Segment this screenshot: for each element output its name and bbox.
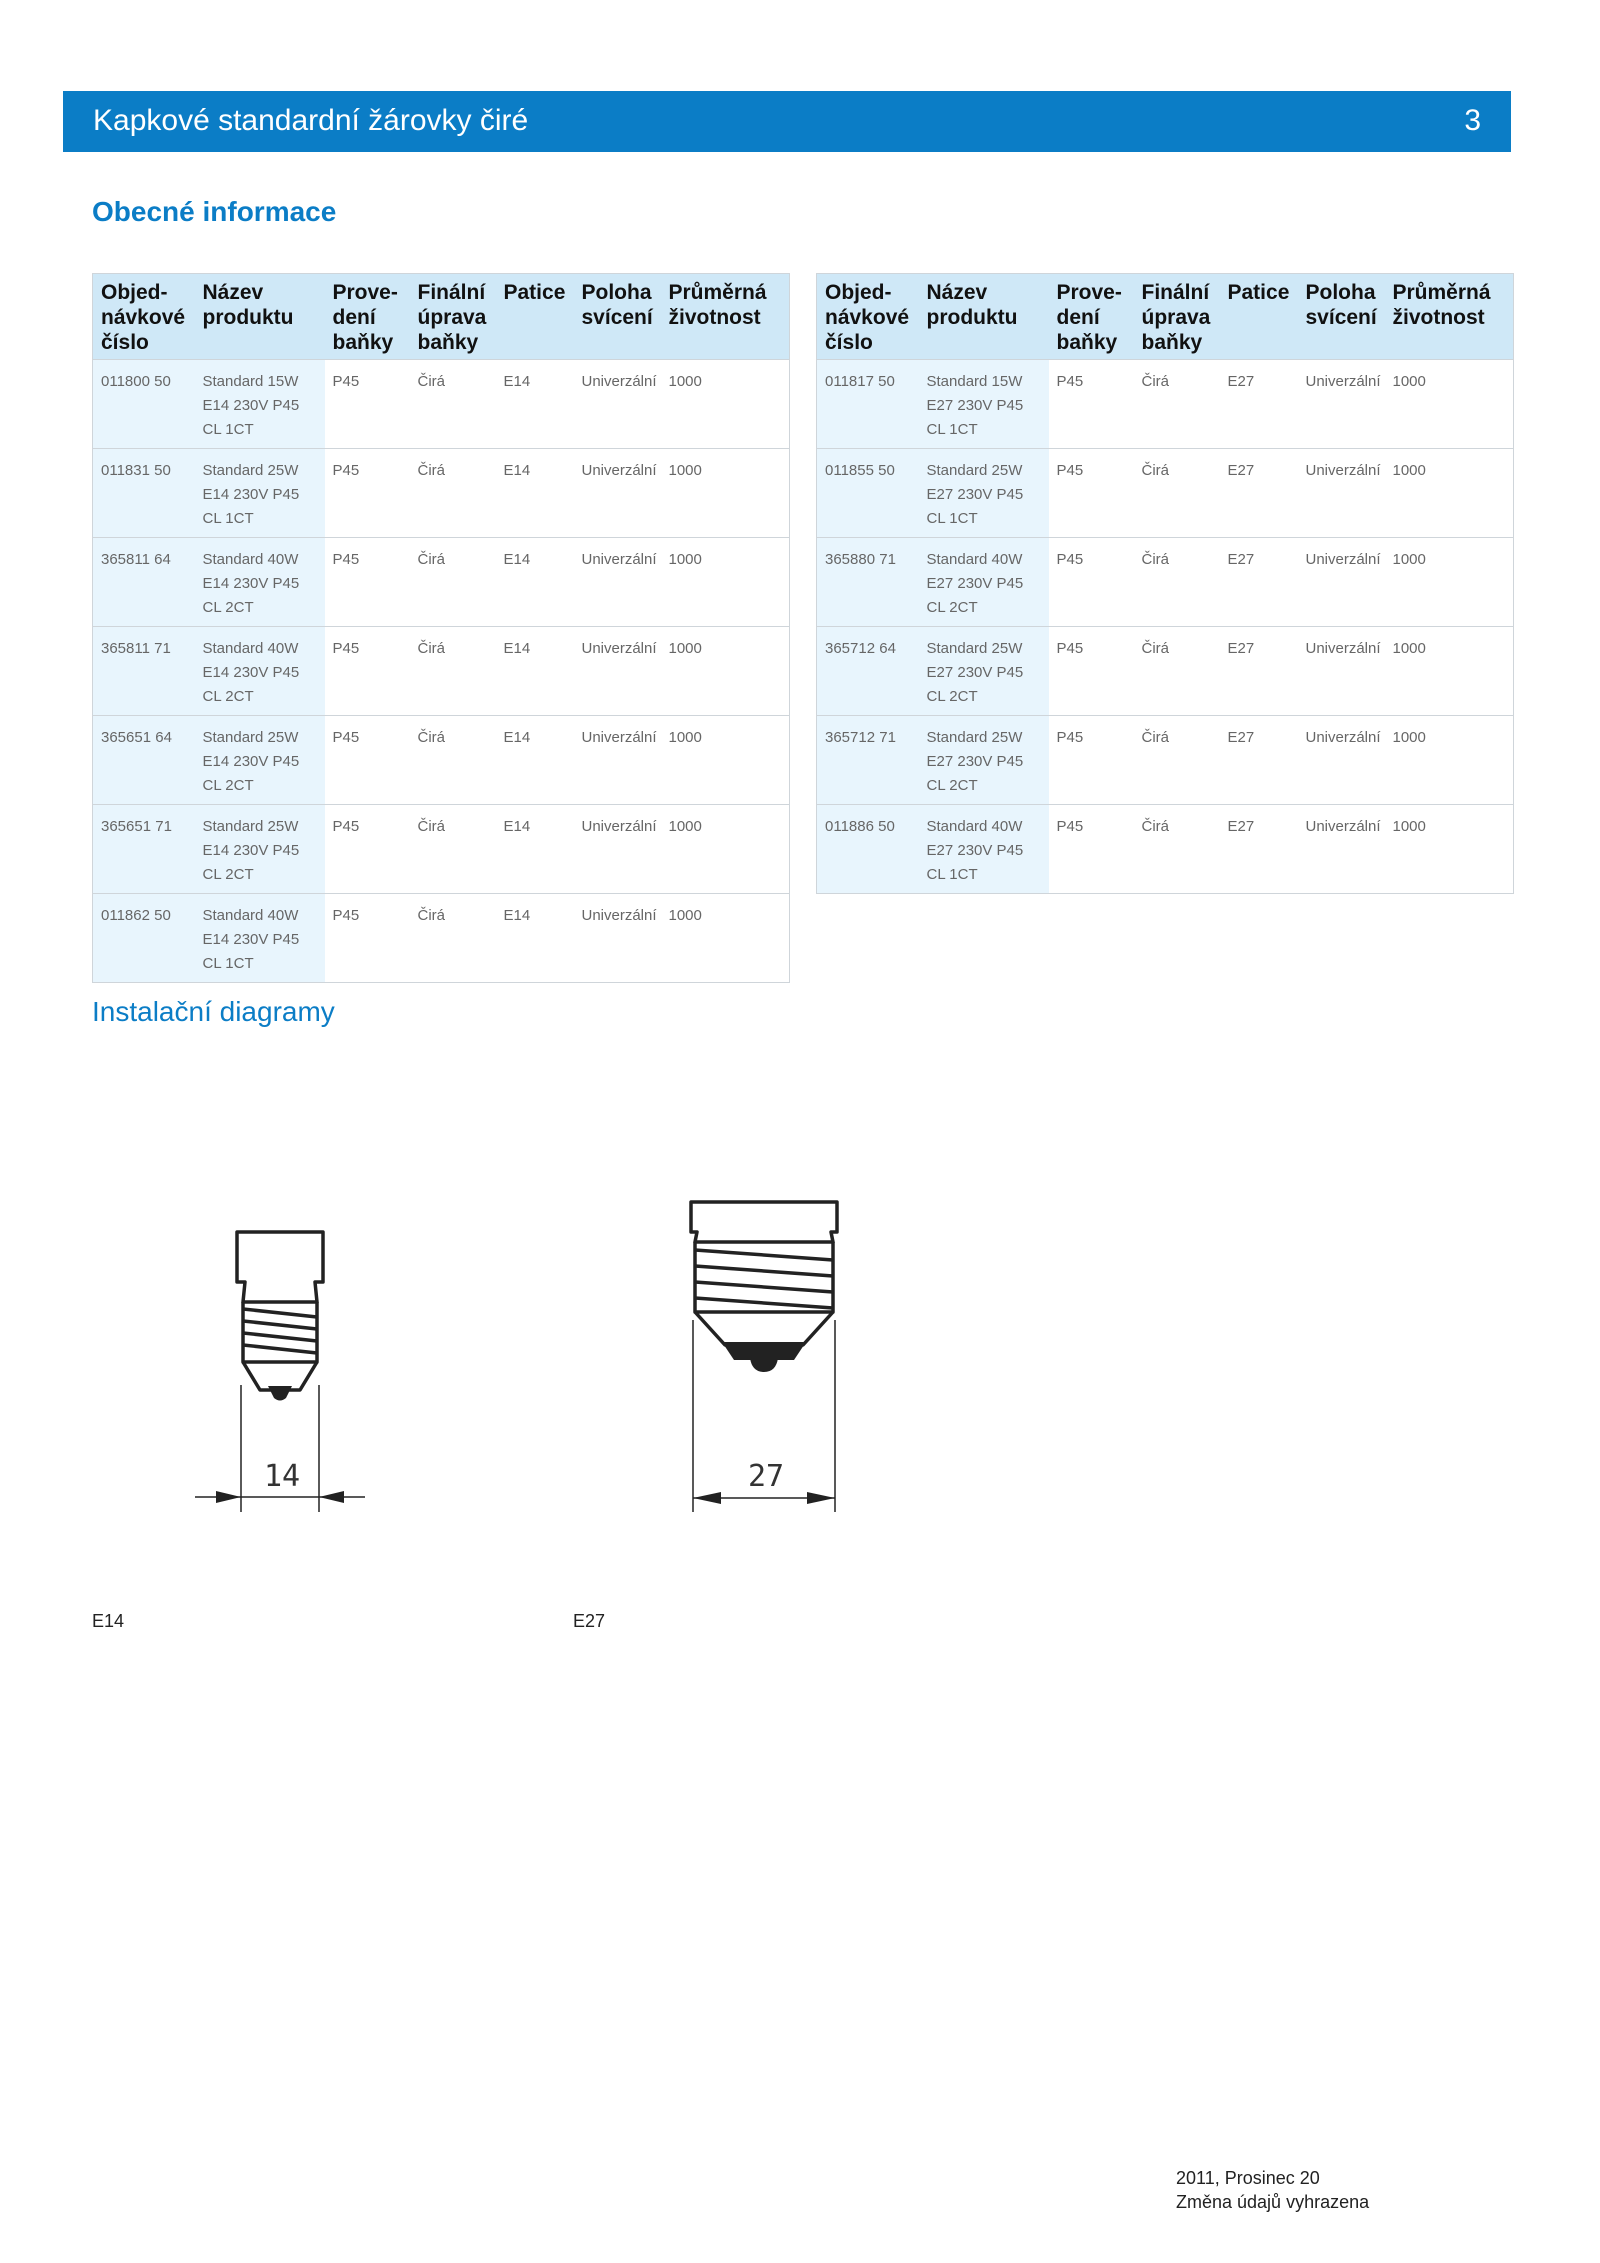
product-name-cell: Standard 40W E14 230V P45 CL 1CT xyxy=(195,894,325,983)
average-life-cell: 1000 xyxy=(661,805,790,894)
cap-cell: E14 xyxy=(496,805,574,894)
product-name-cell: Standard 25W E27 230V P45 CL 2CT xyxy=(919,716,1049,805)
cap-cell: E27 xyxy=(1220,805,1298,894)
e27-dimension-label: 27 xyxy=(747,1459,785,1494)
bulb-finish-cell: Čirá xyxy=(1134,449,1220,538)
product-name-cell: Standard 40W E14 230V P45 CL 2CT xyxy=(195,538,325,627)
table-row xyxy=(817,360,1514,449)
order-number-cell: 365712 71 xyxy=(817,716,919,805)
bulb-shape-cell: P45 xyxy=(1049,449,1134,538)
header-average-life: Průměrná životnost xyxy=(661,274,790,360)
cap-cell: E14 xyxy=(496,894,574,983)
header-order-number: Objed- návkové číslo xyxy=(93,274,195,360)
spec-table-left xyxy=(92,273,790,983)
table-row xyxy=(93,538,790,627)
table-row xyxy=(817,538,1514,627)
header-average-life: Průměrná životnost xyxy=(1385,274,1514,360)
burning-position-cell: Univerzální xyxy=(1298,538,1385,627)
section-title: Obecné informace xyxy=(92,196,337,227)
header-bulb-shape: Prove- dení baňky xyxy=(325,274,410,360)
cap-cell: E27 xyxy=(1220,627,1298,716)
product-name-cell: Standard 40W E27 230V P45 CL 1CT xyxy=(919,805,1049,894)
bulb-finish-cell: Čirá xyxy=(1134,538,1220,627)
order-number-cell: 365651 71 xyxy=(93,805,195,894)
table-row xyxy=(817,449,1514,538)
cap-cell: E14 xyxy=(496,360,574,449)
order-number-cell: 365880 71 xyxy=(817,538,919,627)
burning-position-cell: Univerzální xyxy=(574,449,661,538)
footer-date: 2011, Prosinec 20 xyxy=(1176,2168,1320,2188)
average-life-cell: 1000 xyxy=(1385,449,1514,538)
burning-position-cell: Univerzální xyxy=(574,360,661,449)
burning-position-cell: Univerzální xyxy=(1298,805,1385,894)
table-row xyxy=(817,627,1514,716)
table-row xyxy=(817,716,1514,805)
order-number-cell: 365712 64 xyxy=(817,627,919,716)
product-name-cell: Standard 25W E27 230V P45 CL 1CT xyxy=(919,449,1049,538)
average-life-cell: 1000 xyxy=(1385,360,1514,449)
bulb-shape-cell: P45 xyxy=(325,627,410,716)
burning-position-cell: Univerzální xyxy=(574,805,661,894)
bulb-finish-cell: Čirá xyxy=(1134,360,1220,449)
e14-cap-diagram xyxy=(180,1220,380,1520)
product-name-cell: Standard 40W E27 230V P45 CL 2CT xyxy=(919,538,1049,627)
table-row xyxy=(93,627,790,716)
header-burning-position: Poloha svícení xyxy=(574,274,661,360)
product-name-cell: Standard 25W E14 230V P45 CL 2CT xyxy=(195,716,325,805)
table-row xyxy=(93,716,790,805)
average-life-cell: 1000 xyxy=(661,894,790,983)
cap-cell: E14 xyxy=(496,538,574,627)
average-life-cell: 1000 xyxy=(661,627,790,716)
table-row xyxy=(93,894,790,983)
average-life-cell: 1000 xyxy=(661,449,790,538)
average-life-cell: 1000 xyxy=(1385,805,1514,894)
bulb-shape-cell: P45 xyxy=(325,716,410,805)
burning-position-cell: Univerzální xyxy=(1298,360,1385,449)
bulb-finish-cell: Čirá xyxy=(1134,627,1220,716)
bulb-finish-cell: Čirá xyxy=(410,538,496,627)
bulb-finish-cell: Čirá xyxy=(410,360,496,449)
bulb-shape-cell: P45 xyxy=(325,894,410,983)
bulb-finish-cell: Čirá xyxy=(410,449,496,538)
header-bulb-shape: Prove- dení baňky xyxy=(1049,274,1134,360)
cap-cell: E27 xyxy=(1220,360,1298,449)
order-number-cell: 365811 64 xyxy=(93,538,195,627)
table-row xyxy=(817,805,1514,894)
cap-cell: E27 xyxy=(1220,449,1298,538)
product-name-cell: Standard 15W E14 230V P45 CL 1CT xyxy=(195,360,325,449)
order-number-cell: 011855 50 xyxy=(817,449,919,538)
product-name-cell: Standard 25W E14 230V P45 CL 1CT xyxy=(195,449,325,538)
burning-position-cell: Univerzální xyxy=(574,716,661,805)
burning-position-cell: Univerzální xyxy=(574,894,661,983)
order-number-cell: 011831 50 xyxy=(93,449,195,538)
bulb-shape-cell: P45 xyxy=(1049,716,1134,805)
bulb-finish-cell: Čirá xyxy=(410,716,496,805)
footer-note: Změna údajů vyhrazena xyxy=(1176,2192,1370,2212)
average-life-cell: 1000 xyxy=(1385,716,1514,805)
bulb-shape-cell: P45 xyxy=(325,538,410,627)
order-number-cell: 011817 50 xyxy=(817,360,919,449)
bulb-shape-cell: P45 xyxy=(1049,360,1134,449)
table-header-row xyxy=(93,274,790,360)
page-title: Kapkové standardní žárovky čiré xyxy=(93,104,529,137)
product-name-cell: Standard 15W E27 230V P45 CL 1CT xyxy=(919,360,1049,449)
header-cap: Patice xyxy=(1220,274,1298,360)
cap-cell: E14 xyxy=(496,449,574,538)
cap-cell: E14 xyxy=(496,627,574,716)
burning-position-cell: Univerzální xyxy=(574,627,661,716)
order-number-cell: 365651 64 xyxy=(93,716,195,805)
header-product-name: Název produktu xyxy=(919,274,1049,360)
header-cap: Patice xyxy=(496,274,574,360)
bulb-finish-cell: Čirá xyxy=(410,627,496,716)
bulb-shape-cell: P45 xyxy=(1049,627,1134,716)
header-bulb-finish: Finální úprava baňky xyxy=(1134,274,1220,360)
bulb-shape-cell: P45 xyxy=(1049,538,1134,627)
e27-cap-diagram xyxy=(670,1190,870,1520)
e27-caption: E27 xyxy=(573,1611,606,1631)
table-row xyxy=(93,805,790,894)
order-number-cell: 011800 50 xyxy=(93,360,195,449)
header-product-name: Název produktu xyxy=(195,274,325,360)
header-bar xyxy=(63,91,1511,152)
bulb-shape-cell: P45 xyxy=(325,449,410,538)
order-number-cell: 011862 50 xyxy=(93,894,195,983)
bulb-finish-cell: Čirá xyxy=(410,894,496,983)
cap-cell: E27 xyxy=(1220,538,1298,627)
product-name-cell: Standard 25W E27 230V P45 CL 2CT xyxy=(919,627,1049,716)
burning-position-cell: Univerzální xyxy=(1298,627,1385,716)
burning-position-cell: Univerzální xyxy=(574,538,661,627)
order-number-cell: 011886 50 xyxy=(817,805,919,894)
bulb-finish-cell: Čirá xyxy=(1134,716,1220,805)
spec-table-right xyxy=(816,273,1514,894)
e14-caption: E14 xyxy=(92,1611,125,1631)
average-life-cell: 1000 xyxy=(661,360,790,449)
table-header-row xyxy=(817,274,1514,360)
product-name-cell: Standard 40W E14 230V P45 CL 2CT xyxy=(195,627,325,716)
table-row xyxy=(93,360,790,449)
bulb-shape-cell: P45 xyxy=(1049,805,1134,894)
bulb-finish-cell: Čirá xyxy=(1134,805,1220,894)
e14-dimension-label: 14 xyxy=(263,1459,301,1494)
table-row xyxy=(93,449,790,538)
burning-position-cell: Univerzální xyxy=(1298,449,1385,538)
cap-cell: E14 xyxy=(496,716,574,805)
average-life-cell: 1000 xyxy=(661,538,790,627)
bulb-finish-cell: Čirá xyxy=(410,805,496,894)
burning-position-cell: Univerzální xyxy=(1298,716,1385,805)
page-number: 3 xyxy=(1464,104,1481,137)
product-name-cell: Standard 25W E14 230V P45 CL 2CT xyxy=(195,805,325,894)
cap-cell: E27 xyxy=(1220,716,1298,805)
header-burning-position: Poloha svícení xyxy=(1298,274,1385,360)
header-order-number: Objed- návkové číslo xyxy=(817,274,919,360)
bulb-shape-cell: P45 xyxy=(325,360,410,449)
average-life-cell: 1000 xyxy=(1385,627,1514,716)
average-life-cell: 1000 xyxy=(661,716,790,805)
diagrams-title: Instalační diagramy xyxy=(92,996,335,1027)
header-bulb-finish: Finální úprava baňky xyxy=(410,274,496,360)
bulb-shape-cell: P45 xyxy=(325,805,410,894)
order-number-cell: 365811 71 xyxy=(93,627,195,716)
average-life-cell: 1000 xyxy=(1385,538,1514,627)
